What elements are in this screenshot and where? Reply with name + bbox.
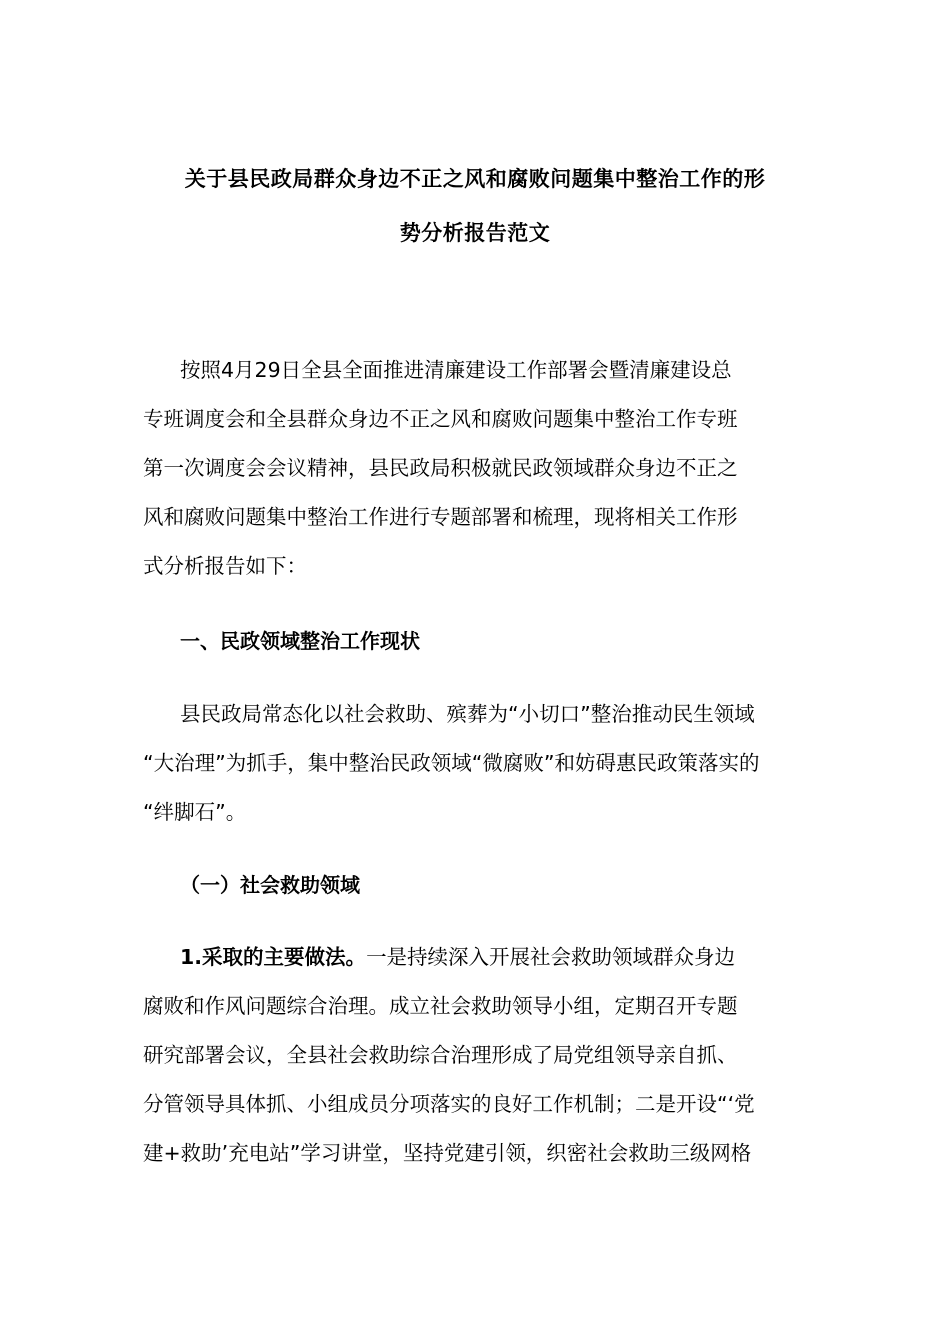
item1-line: 腐败和作风问题综合治理。成立社会救助领导小组，定期召开专题 bbox=[143, 994, 738, 1018]
section-heading-1: 一、民政领域整治工作现状 bbox=[180, 629, 420, 653]
item1-first-line bbox=[143, 933, 807, 982]
title-line-1: 关于县民政局群众身边不正之风和腐败问题集中整治工作的形 bbox=[184, 167, 766, 191]
section1-line: “大治理”为抓手，集中整治民政领域“微腐败”和妨碍惠民政策落实的 bbox=[143, 751, 760, 775]
section1-paragraph bbox=[143, 690, 807, 837]
item1-first-line-text: 一是持续深入开展社会救助领域群众身边 bbox=[366, 945, 736, 969]
item1-line: 研究部署会议，全县社会救助综合治理形成了局党组领导亲自抓、 bbox=[143, 1043, 738, 1067]
item1-line: 建+救助’充电站”学习讲堂，坚持党建引领，织密社会救助三级网格 bbox=[143, 1141, 752, 1165]
section1-line: “绊脚石”。 bbox=[143, 800, 247, 824]
title-line-2: 势分析报告范文 bbox=[399, 221, 551, 245]
item1-bold-lead: 1.采取的主要做法。 bbox=[180, 945, 367, 969]
intro-line: 风和腐败问题集中整治工作进行专题部署和梳理，现将相关工作形 bbox=[143, 505, 738, 529]
intro-line: 专班调度会和全县群众身边不正之风和腐败问题集中整治工作专班 bbox=[143, 407, 738, 431]
intro-line: 第一次调度会会议精神，县民政局积极就民政领域群众身边不正之 bbox=[143, 456, 738, 480]
document-title bbox=[140, 152, 810, 260]
item1-paragraph bbox=[143, 933, 807, 1178]
intro-line: 按照4月29日全县全面推进清廉建设工作部署会暨清廉建设总 bbox=[180, 358, 732, 382]
section1-line: 县民政局常态化以社会救助、殡葬为“小切口”整治推动民生领域 bbox=[180, 702, 755, 726]
item1-line: 分管领导具体抓、小组成员分项落实的良好工作机制；二是开设“‘党 bbox=[143, 1092, 755, 1116]
intro-line: 式分析报告如下： bbox=[143, 554, 307, 578]
intro-paragraph bbox=[143, 346, 807, 591]
subsection-heading-1: （一）社会救助领域 bbox=[180, 873, 360, 897]
